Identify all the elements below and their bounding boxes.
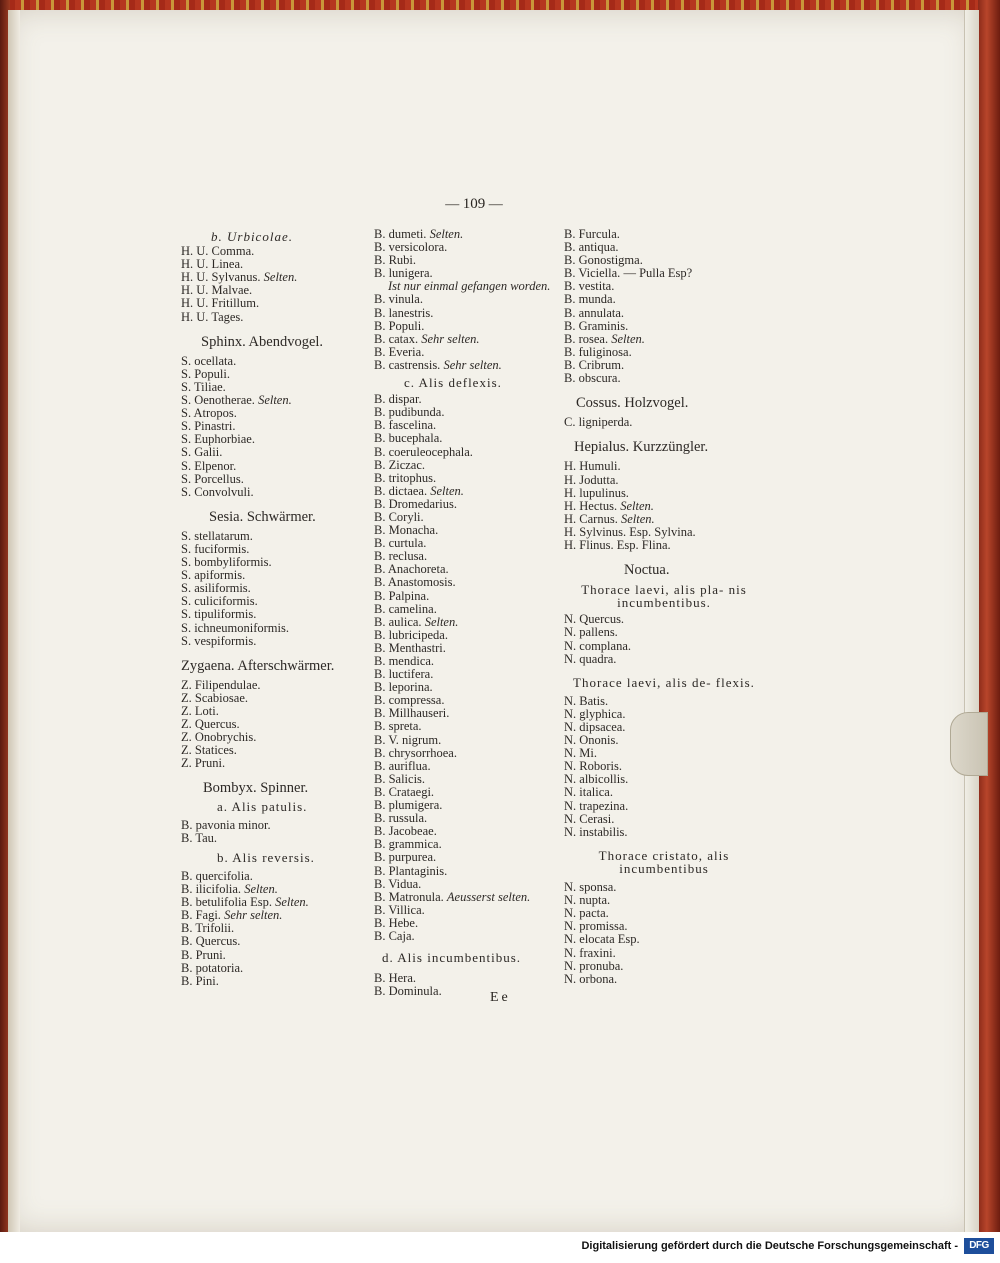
list-item: S. tipuliformis. [181, 607, 257, 622]
list-item: B. leporina. [374, 680, 433, 695]
list-item: B. Salicis. [374, 771, 426, 786]
list-sesia [181, 530, 371, 648]
list-item: N. pronuba. [564, 958, 624, 973]
list-item: B. V. nigrum. [374, 732, 442, 747]
subheading-noctua-3: Thorace cristato, alis incumbentibus [598, 847, 730, 876]
list-bombyx-b [181, 870, 371, 988]
list-item: S. vespiformis. [181, 633, 257, 648]
list-item: B. obscura. [564, 371, 621, 386]
list-item: B. Vidua. [374, 876, 422, 891]
list-item: S. Porcellus. [181, 471, 244, 486]
list-item: Z. Onobrychis. [181, 730, 257, 745]
list-item: B. coeruleocephala. [374, 444, 473, 459]
list-item: B. potatoria. [181, 960, 244, 975]
list-item: B. Matronula. Aeusserst selten. [374, 889, 531, 904]
list-item: H. U. Malvae. [181, 283, 253, 298]
binding-right [978, 0, 1000, 1232]
rarity-note: Sehr selten. [224, 908, 283, 923]
list-item: S. Tiliae. [181, 379, 226, 394]
list-item: S. Convolvuli. [181, 484, 254, 499]
list-item: B. dumeti. Selten. [374, 227, 464, 241]
list-item: N. complana. [564, 638, 631, 653]
rarity-note: Selten. [424, 614, 459, 629]
list-noctua-3 [564, 881, 764, 986]
list-noctua-2 [564, 695, 764, 839]
list-item: B. curtula. [374, 536, 427, 551]
list-item: B. Coryli. [374, 509, 424, 524]
list-item: B. Anachoreta. [374, 562, 449, 577]
list-item: H. Flinus. Esp. Flina. [564, 537, 671, 552]
list-item: H. Humuli. [564, 459, 621, 474]
list-item: B. vinula. [374, 292, 423, 307]
list-item: B. luctifera. [374, 667, 434, 682]
synonym-note: — Pulla Esp? [623, 266, 693, 281]
heading-sphinx: Sphinx. Abendvogel. [201, 333, 324, 350]
rarity-note: Selten. [620, 498, 654, 513]
list-item: S. Oenotherae. Selten. [181, 393, 292, 408]
rarity-note: Selten. [429, 227, 464, 241]
page-gutter [8, 10, 20, 1232]
rarity-note: Selten. [430, 483, 464, 498]
list-item: B. catax. Sehr selten. [374, 331, 480, 346]
list-item: B. grammica. [374, 837, 442, 852]
list-item: B. Caja. [374, 928, 415, 943]
rarity-note: Aeusserst selten. [446, 889, 531, 904]
list-item: B. Monacha. [374, 523, 439, 538]
list-item: H. Jodutta. [564, 472, 619, 487]
list-item: S. fuciformis. [181, 541, 250, 556]
list-sphinx [181, 355, 371, 499]
heading-hepialus: Hepialus. Kurzzüngler. [574, 439, 709, 456]
list-item: B. Hebe. [374, 915, 419, 930]
list-item: B. Dromedarius. [374, 496, 457, 511]
page-fore-edge [964, 10, 979, 1232]
page-tab [950, 712, 988, 776]
list-item: B. Viciella. — Pulla Esp? [564, 266, 693, 281]
list-item: N. Ononis. [564, 733, 619, 748]
list-item: B. rosea. Selten. [564, 331, 645, 346]
list-noctua-1 [564, 613, 764, 665]
rarity-note: Selten. [611, 331, 645, 346]
list-item: B. fascelina. [374, 418, 437, 433]
heading-sesia: Sesia. Schwärmer. [209, 508, 316, 525]
rarity-note: Sehr selten. [443, 357, 502, 372]
list-item: N. sponsa. [564, 880, 617, 895]
list-item: B. Dominula. [374, 984, 442, 999]
heading-urbicolae: b. Urbicolae. [211, 229, 293, 244]
list-item: S. Atropos. [181, 406, 237, 421]
list-item: B. Crataegi. [374, 784, 435, 799]
list-item: H. Carnus. Selten. [564, 511, 655, 526]
list-item: Z. Quercus. [181, 717, 240, 732]
list-item: N. albicollis. [564, 772, 629, 787]
list-item: Z. Loti. [181, 704, 219, 718]
rarity-note: Selten. [263, 270, 298, 285]
list-item: N. nupta. [564, 893, 611, 908]
list-item: B. Cribrum. [564, 357, 625, 372]
list-item: S. Populi. [181, 366, 230, 381]
list-zygaena [181, 679, 371, 771]
list-item: B. russula. [374, 811, 428, 826]
list-item: B. Furcula. [564, 227, 620, 241]
list-item: B. Plantaginis. [374, 863, 448, 878]
list-item: N. Quercus. [564, 612, 625, 627]
list-item: S. Euphorbiae. [181, 432, 255, 447]
list-item: N. Roboris. [564, 759, 622, 774]
synonym-note: Esp. Flina. [616, 537, 671, 552]
list-item: B. antiqua. [564, 240, 619, 255]
list-item: B. Fagi. Sehr selten. [181, 908, 283, 923]
list-item: Z. Filipendulae. [181, 677, 261, 692]
list-item: H. lupulinus. [564, 485, 629, 500]
list-item: S. culiciformis. [181, 594, 258, 609]
heading-bombyx: Bombyx. Spinner. [203, 780, 309, 797]
rarity-note: Selten. [275, 895, 309, 910]
column-1 [181, 230, 371, 988]
dfg-logo-icon[interactable]: DFG [964, 1238, 994, 1254]
heading-noctua: Noctua. [624, 562, 670, 579]
page-number: — 109 — [445, 196, 503, 212]
list-item: H. U. Comma. [181, 244, 255, 259]
list-item: H. Hectus. Selten. [564, 498, 654, 513]
list-item: Z. Statices. [181, 743, 237, 758]
list-item: N. trapezina. [564, 798, 629, 813]
list-item: B. Gonostigma. [564, 253, 643, 268]
subheading-alis-reversis: b. Alis reversis. [217, 849, 315, 865]
list-item: B. annulata. [564, 305, 625, 320]
list-item: N. promissa. [564, 919, 628, 934]
list-item: B. lanestris. [374, 305, 434, 320]
subheading-noctua-1: Thorace laevi, alis pla- nis incumbentibus. [581, 582, 747, 611]
list-bombyx-cont [564, 228, 764, 385]
list-item: B. aulica. Selten. [374, 614, 459, 629]
list-item: N. Mi. [564, 746, 597, 761]
list-item: N. orbona. [564, 971, 618, 986]
list-item: B. lunigera. [374, 266, 433, 281]
list-item: B. plumigera. [374, 798, 443, 813]
list-item: B. Menthastri. [374, 640, 446, 655]
list-item: H. U. Tages. [181, 309, 244, 324]
list-item: B. fuliginosa. [564, 344, 632, 359]
list-item: B. chrysorrhoea. [374, 745, 457, 760]
list-item: B. Everia. [374, 344, 425, 359]
list-item: Z. Scabiosae. [181, 690, 248, 705]
list-item: H. U. Sylvanus. Selten. [181, 270, 298, 285]
list-item: N. italica. [564, 785, 613, 800]
list-item: C. ligniperda. [564, 415, 633, 430]
list-item: S. apiformis. [181, 568, 246, 583]
list-item: S. bombyliformis. [181, 555, 272, 570]
subheading-alis-incumbentibus: d. Alis incumbentibus. [382, 950, 521, 966]
heading-zygaena: Zygaena. Afterschwärmer. [181, 657, 335, 674]
rarity-note: Selten. [258, 393, 292, 408]
list-item: B. Palpina. [374, 588, 430, 603]
list-item: N. Cerasi. [564, 811, 615, 826]
list-item: B. camelina. [374, 601, 437, 616]
list-item: B. purpurea. [374, 850, 437, 865]
subheading-noctua-2: Thorace laevi, alis de- flexis. [573, 674, 755, 690]
list-item: S. asiliformis. [181, 581, 251, 596]
rarity-note: Selten. [244, 882, 278, 897]
subheading-alis-patulis: a. Alis patulis. [217, 798, 308, 814]
list-item: B. ilicifolia. Selten. [181, 882, 278, 897]
footer-bar [0, 1232, 1000, 1263]
list-item: B. Rubi. [374, 253, 417, 268]
list-item: Z. Pruni. [181, 756, 226, 771]
list-item: N. dipsacea. [564, 720, 626, 734]
list-item: B. castrensis. Sehr selten. [374, 357, 502, 372]
list-item: B. Pruni. [181, 947, 226, 962]
list-item: B. lubricipeda. [374, 627, 448, 642]
column-3 [564, 228, 764, 986]
list-item: B. Anastomosis. [374, 575, 456, 590]
list-item: B. Quercus. [181, 934, 241, 949]
list-item: B. Populi. [374, 318, 425, 333]
list-item: B. pavonia minor. [181, 817, 271, 832]
signature-mark: Ee [490, 990, 511, 1005]
list-item: B. Jacobeae. [374, 824, 437, 839]
column-2 [374, 228, 574, 998]
list-hepialus [564, 460, 764, 552]
list-item: B. Trifolii. [181, 921, 235, 936]
list-item: B. dictaea. Selten. [374, 483, 464, 498]
list-item: B. auriflua. [374, 758, 431, 773]
list-item: H. U. Fritillum. [181, 296, 260, 311]
list-item: B. quercifolia. [181, 868, 253, 883]
list-item: N. pallens. [564, 625, 618, 640]
list-item: B. vestita. [564, 279, 615, 294]
list-item: B. Graminis. [564, 318, 629, 333]
footer-credit: Digitalisierung gefördert durch die Deutsche Forschungsgemeinschaft - [581, 1240, 958, 1252]
list-item: B. spreta. [374, 719, 422, 734]
list-item: N. instabilis. [564, 824, 628, 839]
list-item: B. Ziczac. [374, 457, 426, 472]
synonym-note: Esp. Sylvina. [629, 524, 696, 539]
list-item: B. Hera. [374, 971, 416, 986]
list-item: B. tritophus. [374, 470, 437, 485]
list-item: N. glyphica. [564, 706, 626, 721]
list-item: B. dispar. [374, 392, 422, 407]
heading-cossus: Cossus. Holzvogel. [576, 395, 689, 412]
list-item: B. compressa. [374, 693, 445, 708]
list-item: N. pacta. [564, 906, 609, 921]
list-item: B. pudibunda. [374, 405, 445, 420]
list-item: S. Pinastri. [181, 419, 236, 434]
list-item: B. mendica. [374, 654, 435, 668]
list-item: N. Batis. [564, 693, 609, 708]
list-item: B. versicolora. [374, 240, 448, 255]
list-item: B. Villica. [374, 902, 425, 917]
list-item: H. U. Linea. [181, 257, 244, 272]
list-item: N. quadra. [564, 651, 617, 666]
list-item: N. fraxini. [564, 945, 616, 960]
list-urbicolae [181, 245, 371, 324]
list-item: B. bucephala. [374, 431, 443, 446]
rarity-note: Ist nur einmal gefangen worden. [388, 279, 551, 294]
list-bombyx-d [374, 972, 574, 998]
list-item: B. Tau. [181, 830, 218, 845]
list-item: B. reclusa. [374, 549, 428, 564]
list-item: B. Millhauseri. [374, 706, 450, 721]
rarity-note: Selten. [620, 511, 655, 526]
rarity-note: Sehr selten. [421, 331, 480, 346]
list-item: S. Elpenor. [181, 458, 237, 473]
subheading-alis-deflexis: c. Alis deflexis. [404, 375, 502, 391]
list-item: B. Pini. [181, 973, 219, 988]
list-item: B. betulifolia Esp. Selten. [181, 895, 309, 910]
list-item: S. stellatarum. [181, 528, 253, 543]
list-item: S. ichneumoniformis. [181, 620, 289, 635]
list-item: B. munda. [564, 292, 616, 307]
list-item: S. ocellata. [181, 353, 237, 368]
list-item: N. elocata Esp. [564, 932, 640, 947]
list-item: H. Sylvinus. Esp. Sylvina. [564, 524, 696, 539]
list-bombyx-c [374, 393, 574, 943]
list-bombyx-a [181, 819, 371, 845]
list-item: S. Galii. [181, 445, 223, 460]
